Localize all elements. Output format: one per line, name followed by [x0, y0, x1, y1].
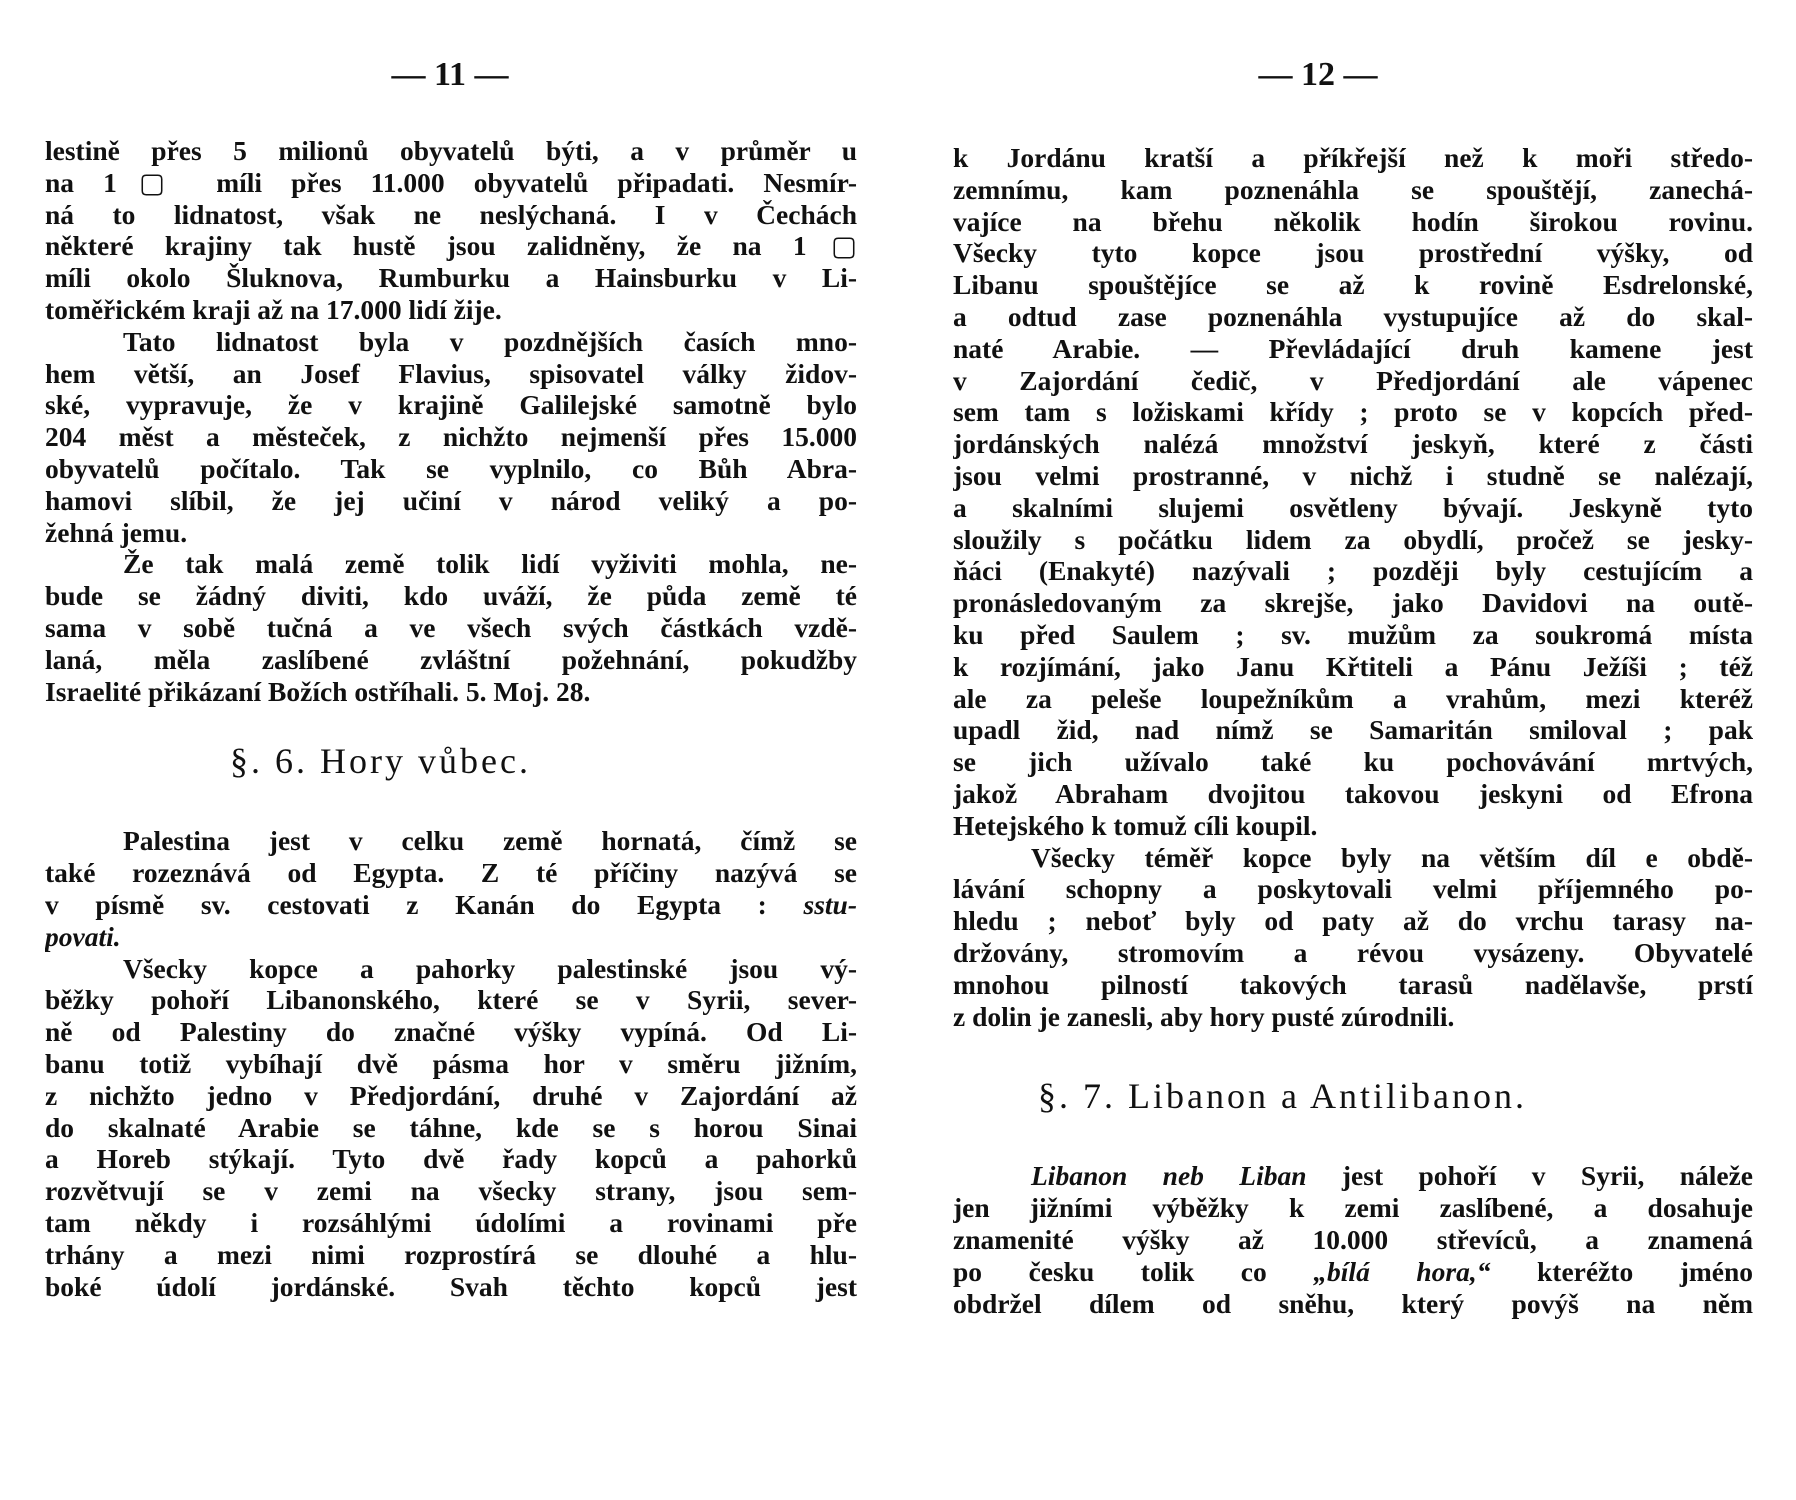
text-line: se jich užívalo také ku pochovávání mrtvých, [953, 746, 1753, 778]
text-line: jsou velmi prostranné, v nichž i studně se nalézají, [953, 459, 1753, 491]
page-number-left: — 11 — [391, 56, 509, 93]
text-line: hledu ; neboť byly od paty až do vrchu tarasy na- [953, 905, 1753, 937]
text-line: ské, vypravuje, že v krajině Galilejské samotně bylo [45, 389, 857, 421]
text-line: ná to lidnatost, však ne neslýchaná. I v Čechách [45, 198, 857, 230]
text-line: některé krajiny tak hustě jsou zalidněny, že na 1▢ [45, 230, 857, 262]
text-line: jakož Abraham dvojitou takovou jeskyni od Efrona [953, 777, 1753, 809]
italic-text: „bílá hora,“ [1313, 1255, 1491, 1287]
italic-text: sstu- [803, 888, 857, 920]
text-line [45, 921, 857, 953]
text-line: do skalnaté Arabie se táhne, kde se s horou Sinai [45, 1111, 857, 1143]
text-line: a odtud zase poznenáhla vystupujíce až do skal- [953, 300, 1753, 332]
text-line: ně od Palestiny do značné výšky vypíná. Od Li- [45, 1016, 857, 1048]
text-line: rozvětvují se v zemi na všecky strany, jsou sem- [45, 1175, 857, 1207]
text-line: Všecky tyto kopce jsou prostřední výšky, od [953, 237, 1753, 269]
text-line: obdržel dílem od sněhu, který povýš na něm [953, 1287, 1753, 1319]
text-line: sama v sobě tučná a ve všech svých částkách vzdě- [45, 611, 857, 643]
text-line: a Horeb stýkají. Tyto dvě řady kopců a pahorků [45, 1143, 857, 1175]
text-line: na 1▢ míli přes 11.000 obyvatelů připadati. Nesmír- [45, 166, 857, 198]
text-line: tam někdy i rozsáhlými údolími a rovinami pře [45, 1206, 857, 1238]
text-line: zemnímu, kam poznenáhla se spouštějí, zanechá- [953, 173, 1753, 205]
text-line: pronásledovaným za skrejše, jako Davidovi na outě- [953, 587, 1753, 619]
text-line: lávání schopny a poskytovali velmi příjemného po- [953, 873, 1753, 905]
text-line: Libanon neb Liban jest pohoří v Syrii, náleže [1031, 1160, 1753, 1192]
text-line: sem tam s ložiskami křídy ; proto se v kopcích před- [953, 396, 1753, 428]
text-line: míli okolo Šluknova, Rumburku a Hainsburku v Li- [45, 262, 857, 294]
text-line: z nichžto jedno v Předjordání, druhé v Zajordání až [45, 1079, 857, 1111]
text-line: držovány, stromovím a révou vysázeny. Obyvatelé [953, 936, 1753, 968]
text-line: jen jižními výběžky k zemi zaslíbené, a dosahuje [953, 1192, 1753, 1224]
text-line: také rozeznává od Egypta. Z té příčiny nazývá se [45, 857, 857, 889]
left-text-column [45, 135, 857, 1302]
text-line: k rozjímání, jako Janu Křtiteli a Pánu Ježíši ; též [953, 650, 1753, 682]
text-line: sloužily s počátku lidem za obydlí, pročež se jesky- [953, 523, 1753, 555]
text-line: toměřickém kraji až na 17.000 lidí žije. [45, 293, 502, 325]
text-line: z dolin je zanesli, aby hory pusté zúrodnili. [953, 1000, 1455, 1032]
text-line: a skalními slujemi osvětleny bývají. Jeskyně tyto [953, 491, 1753, 523]
text-line: jordánských nalézá množství jeskyň, které z části [953, 428, 1753, 460]
text-line: banu totiž vybíhají dvě pásma hor v směru jižním, [45, 1047, 857, 1079]
text-line: lestině přes 5 milionů obyvatelů býti, a v průměr u [45, 135, 857, 166]
text-line: po česku tolik co „bílá hora,“ kteréžto jméno [953, 1255, 1753, 1287]
text-line: žehná jemu. [45, 516, 188, 548]
text-line: trhány a mezi nimi rozprostírá se dlouhé a hlu- [45, 1238, 857, 1270]
text-line: ale za peleše loupežníkům a vrahům, mezi kteréž [953, 682, 1753, 714]
section-heading-7: §. 7. Libanon a Antilibanon. [1038, 1076, 1527, 1117]
text-line: hamovi slíbil, že jej učiní v národ veliký a po- [45, 484, 857, 516]
text-line: v Zajordání čedič, v Předjordání ale vápenec [953, 364, 1753, 396]
text-line: Všecky kopce a pahorky palestinské jsou vý- [123, 952, 857, 984]
text-line: ňáci (Enakyté) nazývali ; později byly cestujícím a [953, 555, 1753, 587]
text-line: bude se žádný diviti, kdo uváží, že půda země té [45, 580, 857, 612]
right-text-column [953, 142, 1753, 1319]
text-line: naté Arabie. — Převládající druh kamene jest [953, 332, 1753, 364]
right-page [898, 0, 1796, 1500]
text-line: hem větší, an Josef Flavius, spisovatel války židov- [45, 357, 857, 389]
text-line: běžky pohoří Libanonského, které se v Syrii, sever- [45, 984, 857, 1016]
text-line: upadl žid, nad nímž se Samaritán smiloval ; pak [953, 714, 1753, 746]
text-line: Israelité přikázaní Božích ostříhali. 5. Moj. 28. [45, 675, 591, 707]
text-line: obyvatelů počítalo. Tak se vyplnilo, co Bůh Abra- [45, 452, 857, 484]
text-line: ku před Saulem ; sv. mužům za soukromá místa [953, 618, 1753, 650]
text-line: v písmě sv. cestovati z Kanán do Egypta : sstu- [45, 888, 857, 920]
text-line: 204 měst a městeček, z nichžto nejmenší přes 15.000 [45, 421, 857, 453]
italic-text: povati. [45, 920, 121, 952]
text-line: vajíce na břehu několik hodín širokou rovinu. [953, 205, 1753, 237]
text-line: znamenité výšky až 10.000 střevíců, a znamená [953, 1223, 1753, 1255]
section-heading-6: §. 6. Hory vůbec. [230, 741, 531, 782]
page-number-right: — 12 — [1258, 56, 1378, 93]
italic-text: Libanon neb Liban [1031, 1160, 1307, 1192]
text-line: k Jordánu kratší a příkřejší než k moři středo- [953, 142, 1753, 173]
text-line: Palestina jest v celku země hornatá, čímž se [123, 825, 857, 857]
text-line: boké údolí jordánské. Svah těchto kopců jest [45, 1270, 857, 1302]
text-line: Že tak malá země tolik lidí vyživiti mohla, ne- [123, 548, 857, 580]
text-line: mnohou pilností takových tarasů nadělavše, prstí [953, 968, 1753, 1000]
text-line: Hetejského k tomuž cíli koupil. [953, 809, 1318, 841]
text-line: Libanu spouštějíce se až k rovině Esdrelonské, [953, 269, 1753, 301]
text-line: laná, měla zaslíbené zvláštní požehnání, pokudžby [45, 643, 857, 675]
text-line: Všecky téměř kopce byly na větším díl e obdě- [1031, 841, 1753, 873]
text-line: Tato lidnatost byla v pozdnějších časích mno- [123, 325, 857, 357]
